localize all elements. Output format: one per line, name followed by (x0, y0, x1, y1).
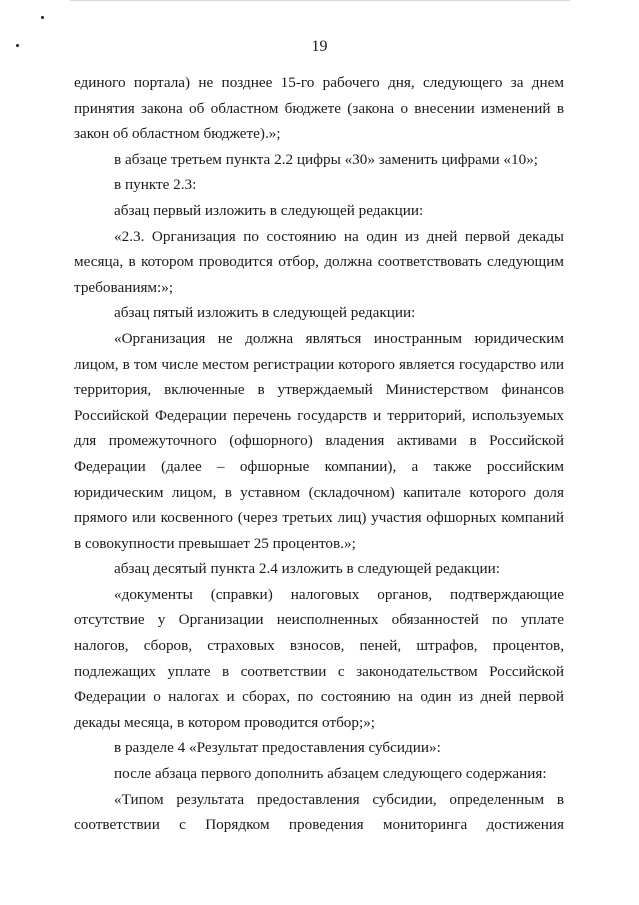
scan-top-edge (70, 0, 570, 1)
paragraph-tenth-para-edit: абзац десятый пункта 2.4 изложить в следующей редакции: (114, 560, 500, 578)
paragraph-quote-tax-documents: «документы (справки) налоговых органов, подтверждающие отсутствие у Организации неисполненных обязанностей по уплате налогов, сборов, страховых взносов, пеней, штрафов, процентов, подлежащих уплате в соответствии с законодательством Российской Федерации о налогах и сборах, по состоянию на один из дней первой декады месяца, в котором проводится отбор;»; (74, 585, 564, 731)
paragraph-quote-offshore: «Организация не должна являться иностранным юридическим лицом, в том числе местом регистрации которого является государство или территория, включенные в утверждаемый Министерством финансов Российской Федерации перечень государств и территорий, используемых для промежуточного (офшорного) владения активами в Российской Федерации (далее – офшорные компании), а также российским юридическим лицом, в уставном (складочном) капитале которого доля прямого или косвенного (через третьих лиц) участия офшорных компаний в совокупности превышает 25 процентов.»; (74, 329, 564, 552)
paragraph-first-para-edit: абзац первый изложить в следующей редакции: (114, 201, 424, 219)
paragraph-fifth-para-edit: абзац пятый изложить в следующей редакции: (114, 304, 416, 322)
page-number: 19 (311, 38, 328, 55)
paragraph-continuation: единого портала) не позднее 15-го рабочего дня, следующего за днем принятия закона об областном бюджете (закона о внесении изменений в закон об областном бюджете).»; (74, 74, 564, 143)
document-body (74, 70, 564, 838)
paragraph-add-after-first: после абзаца первого дополнить абзацем следующего содержания: (114, 765, 547, 783)
scan-speck (41, 16, 44, 19)
paragraph-quote-result-type: «Типом результата предоставления субсидии, определенным в соответствии с Порядком проведения мониторинга достижения (74, 790, 564, 834)
paragraph-section-4: в разделе 4 «Результат предоставления субсидии»: (114, 739, 441, 757)
paragraph-amendment-2-2: в абзаце третьем пункта 2.2 цифры «30» заменить цифрами «10»; (114, 150, 539, 168)
paragraph-point-2-3: в пункте 2.3: (114, 176, 197, 194)
paragraph-quote-2-3: «2.3. Организация по состоянию на один из дней первой декады месяца, в котором проводится отбор, должна соответствовать следующим требованиям:»; (74, 227, 564, 296)
